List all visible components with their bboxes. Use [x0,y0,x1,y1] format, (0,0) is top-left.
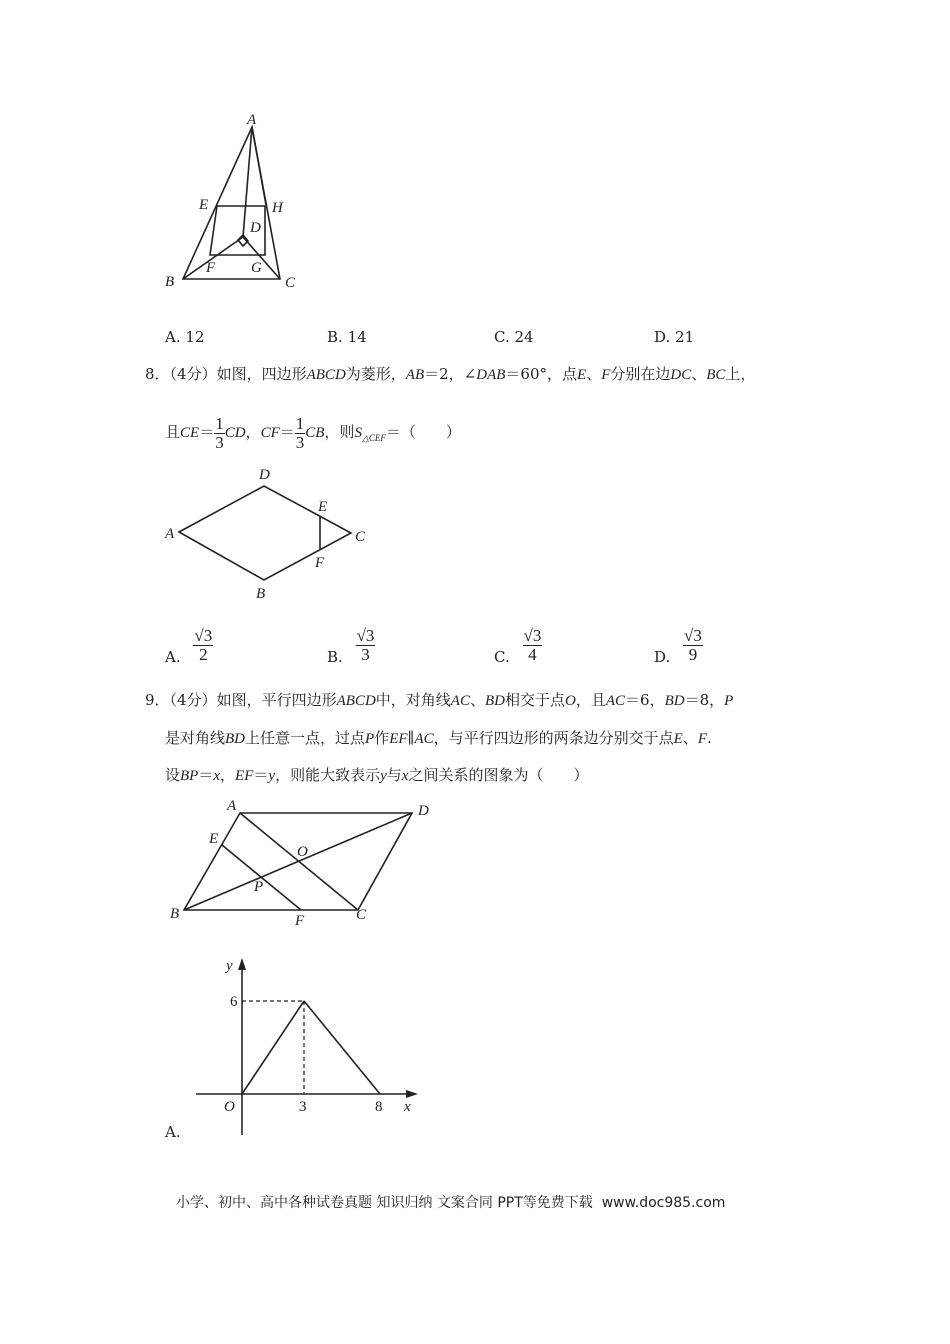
q9-label-a: A [227,798,237,814]
footer-url[interactable]: www.doc985.com [601,1195,726,1211]
q7-label-f: F [206,260,216,276]
q9-line3: 设BP＝x，EF＝y，则能大致表示y与x之间关系的图象为（ ） [165,766,589,784]
footer-text: 小学、初中、高中各种试卷真题 知识归纳 文案合同 PPT等免费下载 [176,1195,593,1211]
q8-figure [160,460,380,610]
page-footer [176,1192,725,1212]
q9-graph-tick-6: 6 [230,994,238,1010]
q8-option-c[interactable]: C. $\frac{√3}{4}$ [494,626,542,666]
q9-graph-origin: O [224,1099,235,1115]
q7-label-b: B [165,274,175,290]
q8-label-f: F [315,555,325,571]
q8-label-b: B [256,586,266,602]
q8-fraction-ce: $\frac{1}{3}$ [215,413,224,452]
q9-label-b: B [170,906,180,922]
q8-option-a[interactable]: A. $\frac{√3}{2}$ [165,626,213,666]
q9-graph-y-label: y [226,958,233,974]
q7-option-d[interactable]: D. 21 [654,328,695,346]
q9-label-f: F [295,913,305,929]
q9-graph-x-label: x [404,1099,411,1115]
q7-label-h: H [272,200,283,216]
q7-label-d: D [250,220,261,236]
q9-option-a-label[interactable]: A. [165,1123,181,1141]
q9-option-a-graph[interactable] [190,950,430,1140]
q9-label-c: C [356,907,367,923]
q7-label-g: G [251,260,262,276]
q8-option-b[interactable]: B. $\frac{√3}{3}$ [327,626,375,666]
q9-figure [160,790,450,930]
q7-option-b[interactable]: B. 14 [327,328,367,346]
q9-line2: 是对角线BD上任意一点，过点P作EF∥AC，与平行四边形的两条边分别交于点E、F. [165,729,712,747]
q7-option-c[interactable]: C. 24 [494,328,534,346]
q9-line1: 9．（4分）如图，平行四边形ABCD中，对角线AC、BD相交于点O，且AC＝6，BD＝8，P [145,691,734,709]
q9-graph-tick-8: 8 [375,1099,383,1115]
q8-label-d: D [259,467,270,483]
q7-figure [150,108,320,298]
q8-option-d[interactable]: D. $\frac{√3}{9}$ [654,626,702,666]
q8-fraction-cf: $\frac{1}{3}$ [295,413,305,452]
q9-label-e: E [209,831,219,847]
q7-label-a: A [247,112,257,128]
q8-label-c: C [355,529,366,545]
q8-line1: 8．（4分）如图，四边形ABCD为菱形，AB＝2，∠DAB＝60°，点E、F分别在边DC、BC上， [145,365,756,383]
q9-label-d: D [418,803,429,819]
q9-graph-tick-3: 3 [299,1099,307,1115]
q8-line2: 且CE＝ $\frac{1}{3}$ CD，CF＝ $\frac{1}{3}$ CB，则$S_{\triangle CEF}=$（ ） [165,413,461,452]
q7-label-e: E [199,197,209,213]
q8-label-a: A [165,526,175,542]
q7-option-a[interactable]: A. 12 [165,328,205,346]
q9-label-o: O [297,844,308,860]
q7-label-c: C [285,275,296,291]
q9-label-p: P [254,879,264,895]
q8-label-e: E [318,499,328,515]
